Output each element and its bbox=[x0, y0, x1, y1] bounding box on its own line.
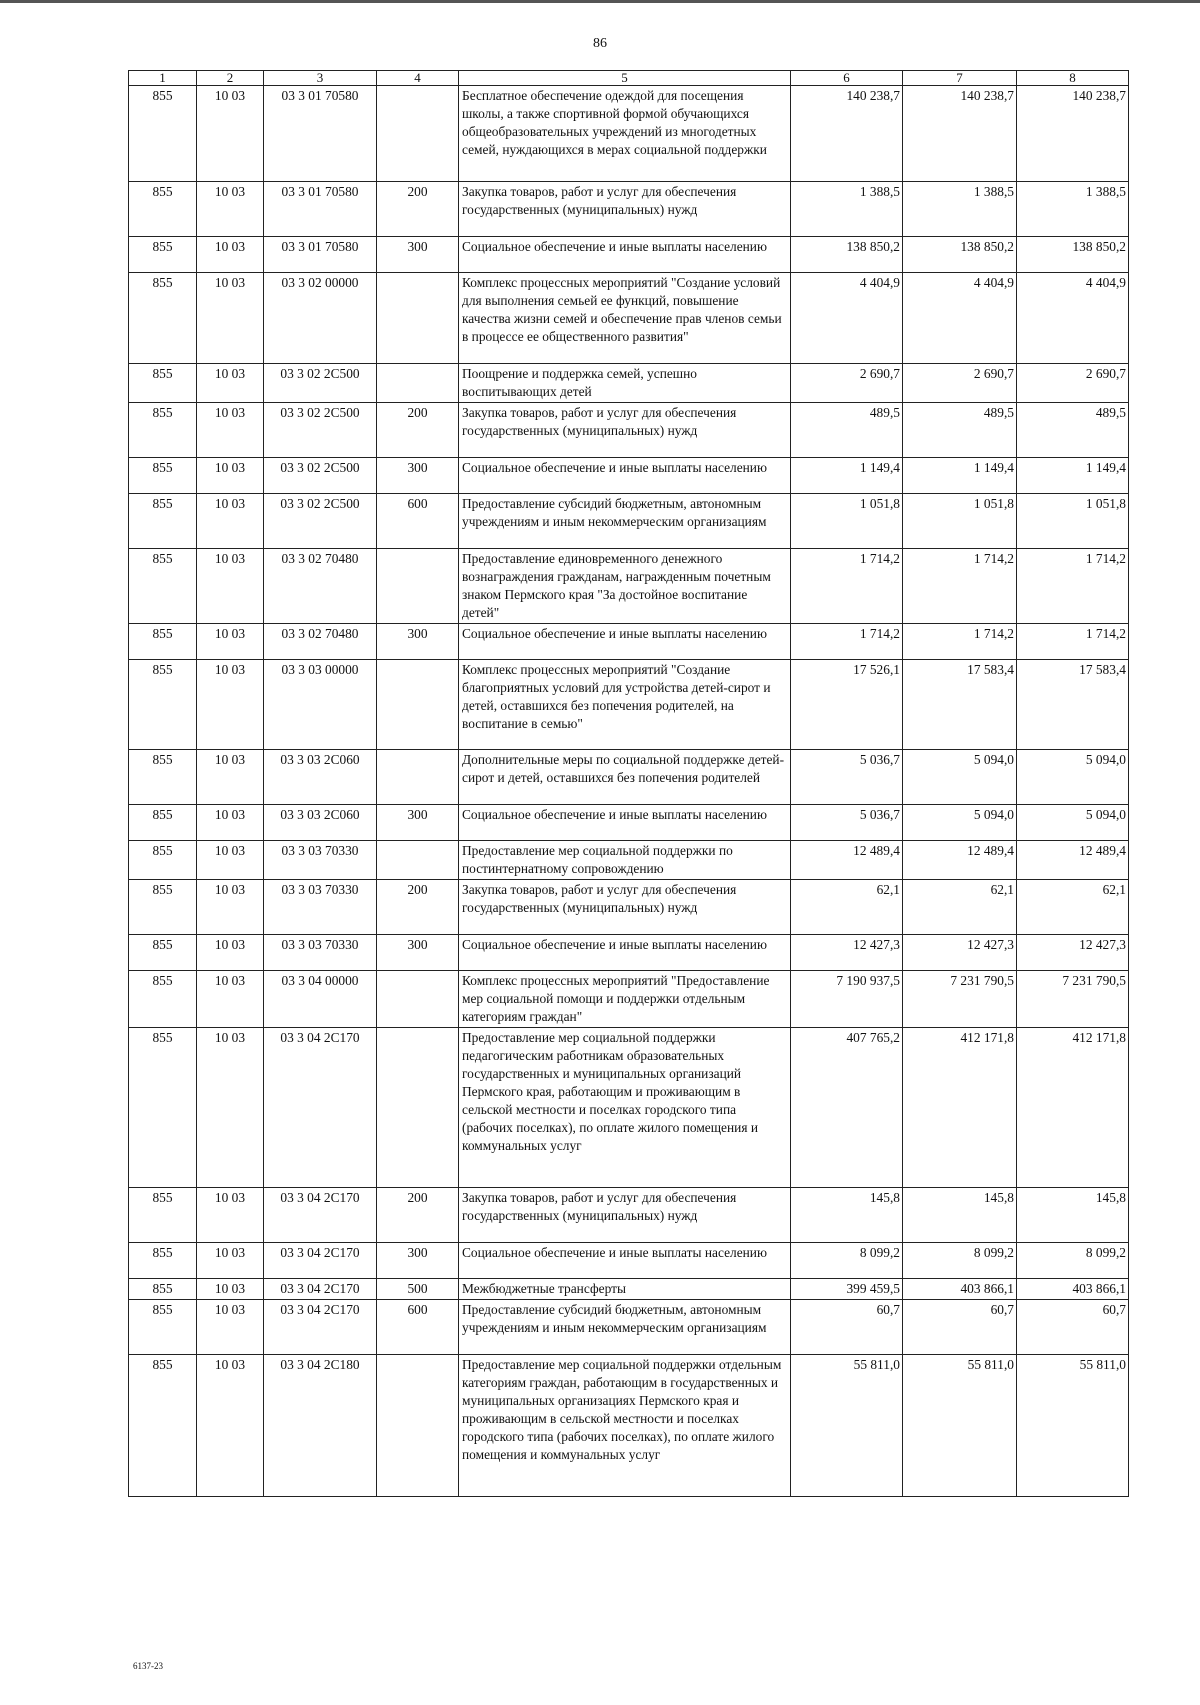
description-cell: Бесплатное обеспечение одеждой для посещения школы, а также спортивной формой обучающихся общеобразовательных учреждений из многодетных семей, нуждающихся в мерах социальной поддержки bbox=[459, 86, 791, 182]
section-code-cell: 10 03 bbox=[197, 1279, 264, 1300]
target-article-code-cell: 03 3 03 00000 bbox=[264, 660, 377, 750]
section-code-cell: 10 03 bbox=[197, 86, 264, 182]
amount-year-3-cell: 138 850,2 bbox=[1017, 237, 1129, 273]
table-row bbox=[129, 660, 1129, 750]
expense-type-code-cell: 300 bbox=[377, 805, 459, 841]
amount-year-2-cell: 12 427,3 bbox=[903, 935, 1017, 971]
target-article-code-cell: 03 3 03 70330 bbox=[264, 880, 377, 935]
target-article-code-cell: 03 3 01 70580 bbox=[264, 237, 377, 273]
table-body bbox=[129, 86, 1129, 1497]
amount-year-1-cell: 1 714,2 bbox=[791, 624, 903, 660]
section-code-cell: 10 03 bbox=[197, 880, 264, 935]
description-cell: Комплекс процессных мероприятий "Создание условий для выполнения семьей ее функций, повышение качества жизни семей и обеспечение прав членов семьи в процессе ее общественного развития" bbox=[459, 273, 791, 364]
amount-year-3-cell: 17 583,4 bbox=[1017, 660, 1129, 750]
amount-year-3-cell: 403 866,1 bbox=[1017, 1279, 1129, 1300]
section-code-cell: 10 03 bbox=[197, 1355, 264, 1497]
target-article-code-cell: 03 3 02 2C500 bbox=[264, 403, 377, 458]
expense-type-code-cell: 300 bbox=[377, 1243, 459, 1279]
table-row bbox=[129, 364, 1129, 403]
amount-year-1-cell: 407 765,2 bbox=[791, 1028, 903, 1188]
amount-year-1-cell: 12 489,4 bbox=[791, 841, 903, 880]
target-article-code-cell: 03 3 04 2C180 bbox=[264, 1355, 377, 1497]
target-article-code-cell: 03 3 01 70580 bbox=[264, 86, 377, 182]
amount-year-2-cell: 62,1 bbox=[903, 880, 1017, 935]
amount-year-2-cell: 55 811,0 bbox=[903, 1355, 1017, 1497]
table-row bbox=[129, 971, 1129, 1028]
description-cell: Комплекс процессных мероприятий "Создание благоприятных условий для устройства детей-сирот и детей, оставшихся без попечения родителей, на воспитание в семью" bbox=[459, 660, 791, 750]
amount-year-3-cell: 1 051,8 bbox=[1017, 494, 1129, 549]
amount-year-2-cell: 12 489,4 bbox=[903, 841, 1017, 880]
amount-year-2-cell: 1 149,4 bbox=[903, 458, 1017, 494]
target-article-code-cell: 03 3 03 70330 bbox=[264, 841, 377, 880]
ministry-code-cell: 855 bbox=[129, 403, 197, 458]
section-code-cell: 10 03 bbox=[197, 750, 264, 805]
amount-year-1-cell: 5 036,7 bbox=[791, 750, 903, 805]
ministry-code-cell: 855 bbox=[129, 880, 197, 935]
ministry-code-cell: 855 bbox=[129, 660, 197, 750]
ministry-code-cell: 855 bbox=[129, 1243, 197, 1279]
amount-year-1-cell: 12 427,3 bbox=[791, 935, 903, 971]
expense-type-code-cell: 300 bbox=[377, 237, 459, 273]
amount-year-3-cell: 145,8 bbox=[1017, 1188, 1129, 1243]
amount-year-1-cell: 140 238,7 bbox=[791, 86, 903, 182]
description-cell: Социальное обеспечение и иные выплаты населению bbox=[459, 458, 791, 494]
expense-type-code-cell: 600 bbox=[377, 494, 459, 549]
expense-type-code-cell bbox=[377, 86, 459, 182]
amount-year-1-cell: 1 388,5 bbox=[791, 182, 903, 237]
target-article-code-cell: 03 3 04 2C170 bbox=[264, 1188, 377, 1243]
amount-year-3-cell: 140 238,7 bbox=[1017, 86, 1129, 182]
column-header-1: 1 bbox=[129, 71, 197, 86]
expense-type-code-cell: 200 bbox=[377, 1188, 459, 1243]
amount-year-2-cell: 1 051,8 bbox=[903, 494, 1017, 549]
expense-type-code-cell: 200 bbox=[377, 880, 459, 935]
amount-year-2-cell: 60,7 bbox=[903, 1300, 1017, 1355]
amount-year-1-cell: 138 850,2 bbox=[791, 237, 903, 273]
amount-year-3-cell: 5 094,0 bbox=[1017, 750, 1129, 805]
amount-year-2-cell: 2 690,7 bbox=[903, 364, 1017, 403]
amount-year-1-cell: 8 099,2 bbox=[791, 1243, 903, 1279]
budget-table bbox=[128, 70, 1129, 1497]
amount-year-3-cell: 55 811,0 bbox=[1017, 1355, 1129, 1497]
amount-year-3-cell: 1 714,2 bbox=[1017, 549, 1129, 624]
target-article-code-cell: 03 3 02 70480 bbox=[264, 549, 377, 624]
description-cell: Предоставление мер социальной поддержки педагогическим работникам образовательных государственных и муниципальных организаций Пермского края, работающим и проживающим в сельской местности и поселках городского типа (рабочих поселках), по оплате жилого помещения и коммунальных услуг bbox=[459, 1028, 791, 1188]
ministry-code-cell: 855 bbox=[129, 750, 197, 805]
amount-year-2-cell: 403 866,1 bbox=[903, 1279, 1017, 1300]
section-code-cell: 10 03 bbox=[197, 182, 264, 237]
expense-type-code-cell bbox=[377, 971, 459, 1028]
description-cell: Социальное обеспечение и иные выплаты населению bbox=[459, 1243, 791, 1279]
amount-year-1-cell: 5 036,7 bbox=[791, 805, 903, 841]
budget-table-container bbox=[128, 70, 1128, 1497]
ministry-code-cell: 855 bbox=[129, 1355, 197, 1497]
table-row bbox=[129, 86, 1129, 182]
section-code-cell: 10 03 bbox=[197, 660, 264, 750]
amount-year-1-cell: 4 404,9 bbox=[791, 273, 903, 364]
amount-year-2-cell: 1 714,2 bbox=[903, 624, 1017, 660]
expense-type-code-cell: 600 bbox=[377, 1300, 459, 1355]
ministry-code-cell: 855 bbox=[129, 237, 197, 273]
amount-year-2-cell: 17 583,4 bbox=[903, 660, 1017, 750]
amount-year-3-cell: 12 427,3 bbox=[1017, 935, 1129, 971]
target-article-code-cell: 03 3 04 2C170 bbox=[264, 1279, 377, 1300]
table-row bbox=[129, 273, 1129, 364]
scan-edge bbox=[0, 0, 1200, 3]
column-header-6: 6 bbox=[791, 71, 903, 86]
section-code-cell: 10 03 bbox=[197, 1188, 264, 1243]
amount-year-3-cell: 1 149,4 bbox=[1017, 458, 1129, 494]
target-article-code-cell: 03 3 04 2C170 bbox=[264, 1300, 377, 1355]
section-code-cell: 10 03 bbox=[197, 549, 264, 624]
target-article-code-cell: 03 3 04 00000 bbox=[264, 971, 377, 1028]
column-header-2: 2 bbox=[197, 71, 264, 86]
table-row bbox=[129, 1279, 1129, 1300]
expense-type-code-cell: 200 bbox=[377, 182, 459, 237]
amount-year-3-cell: 60,7 bbox=[1017, 1300, 1129, 1355]
expense-type-code-cell: 500 bbox=[377, 1279, 459, 1300]
amount-year-1-cell: 1 149,4 bbox=[791, 458, 903, 494]
description-cell: Закупка товаров, работ и услуг для обеспечения государственных (муниципальных) нужд bbox=[459, 880, 791, 935]
section-code-cell: 10 03 bbox=[197, 364, 264, 403]
amount-year-2-cell: 5 094,0 bbox=[903, 750, 1017, 805]
section-code-cell: 10 03 bbox=[197, 1028, 264, 1188]
ministry-code-cell: 855 bbox=[129, 494, 197, 549]
amount-year-2-cell: 4 404,9 bbox=[903, 273, 1017, 364]
amount-year-3-cell: 5 094,0 bbox=[1017, 805, 1129, 841]
description-cell: Предоставление мер социальной поддержки по постинтернатному сопровождению bbox=[459, 841, 791, 880]
target-article-code-cell: 03 3 01 70580 bbox=[264, 182, 377, 237]
amount-year-1-cell: 17 526,1 bbox=[791, 660, 903, 750]
ministry-code-cell: 855 bbox=[129, 549, 197, 624]
amount-year-1-cell: 1 051,8 bbox=[791, 494, 903, 549]
column-header-5: 5 bbox=[459, 71, 791, 86]
ministry-code-cell: 855 bbox=[129, 273, 197, 364]
description-cell: Закупка товаров, работ и услуг для обеспечения государственных (муниципальных) нужд bbox=[459, 1188, 791, 1243]
amount-year-1-cell: 7 190 937,5 bbox=[791, 971, 903, 1028]
table-row bbox=[129, 458, 1129, 494]
description-cell: Социальное обеспечение и иные выплаты населению bbox=[459, 935, 791, 971]
section-code-cell: 10 03 bbox=[197, 841, 264, 880]
description-cell: Социальное обеспечение и иные выплаты населению bbox=[459, 624, 791, 660]
amount-year-1-cell: 145,8 bbox=[791, 1188, 903, 1243]
column-header-8: 8 bbox=[1017, 71, 1129, 86]
amount-year-1-cell: 399 459,5 bbox=[791, 1279, 903, 1300]
description-cell: Предоставление мер социальной поддержки отдельным категориям граждан, работающим в государственных и муниципальных организациях Пермского края и проживающим в сельской местности и поселках городского типа (рабочих поселках), по оплате жилого помещения и коммунальных услуг bbox=[459, 1355, 791, 1497]
description-cell: Дополнительные меры по социальной поддержке детей-сирот и детей, оставшихся без попечения родителей bbox=[459, 750, 791, 805]
table-row bbox=[129, 1300, 1129, 1355]
amount-year-2-cell: 412 171,8 bbox=[903, 1028, 1017, 1188]
description-cell: Комплекс процессных мероприятий "Предоставление мер социальной помощи и поддержки отдельным категориям граждан" bbox=[459, 971, 791, 1028]
target-article-code-cell: 03 3 02 2C500 bbox=[264, 494, 377, 549]
amount-year-2-cell: 5 094,0 bbox=[903, 805, 1017, 841]
amount-year-3-cell: 62,1 bbox=[1017, 880, 1129, 935]
amount-year-2-cell: 8 099,2 bbox=[903, 1243, 1017, 1279]
ministry-code-cell: 855 bbox=[129, 1300, 197, 1355]
section-code-cell: 10 03 bbox=[197, 805, 264, 841]
amount-year-1-cell: 2 690,7 bbox=[791, 364, 903, 403]
table-row bbox=[129, 237, 1129, 273]
description-cell: Закупка товаров, работ и услуг для обеспечения государственных (муниципальных) нужд bbox=[459, 403, 791, 458]
table-row bbox=[129, 1243, 1129, 1279]
amount-year-3-cell: 412 171,8 bbox=[1017, 1028, 1129, 1188]
table-row bbox=[129, 624, 1129, 660]
amount-year-3-cell: 12 489,4 bbox=[1017, 841, 1129, 880]
ministry-code-cell: 855 bbox=[129, 1028, 197, 1188]
amount-year-1-cell: 60,7 bbox=[791, 1300, 903, 1355]
target-article-code-cell: 03 3 02 70480 bbox=[264, 624, 377, 660]
amount-year-3-cell: 2 690,7 bbox=[1017, 364, 1129, 403]
ministry-code-cell: 855 bbox=[129, 1188, 197, 1243]
table-row bbox=[129, 403, 1129, 458]
description-cell: Закупка товаров, работ и услуг для обеспечения государственных (муниципальных) нужд bbox=[459, 182, 791, 237]
ministry-code-cell: 855 bbox=[129, 971, 197, 1028]
table-row bbox=[129, 935, 1129, 971]
section-code-cell: 10 03 bbox=[197, 971, 264, 1028]
amount-year-3-cell: 8 099,2 bbox=[1017, 1243, 1129, 1279]
description-cell: Социальное обеспечение и иные выплаты населению bbox=[459, 805, 791, 841]
amount-year-1-cell: 55 811,0 bbox=[791, 1355, 903, 1497]
expense-type-code-cell bbox=[377, 841, 459, 880]
amount-year-2-cell: 145,8 bbox=[903, 1188, 1017, 1243]
expense-type-code-cell bbox=[377, 1355, 459, 1497]
target-article-code-cell: 03 3 02 2C500 bbox=[264, 364, 377, 403]
expense-type-code-cell: 200 bbox=[377, 403, 459, 458]
section-code-cell: 10 03 bbox=[197, 624, 264, 660]
amount-year-3-cell: 7 231 790,5 bbox=[1017, 971, 1129, 1028]
expense-type-code-cell bbox=[377, 273, 459, 364]
expense-type-code-cell bbox=[377, 549, 459, 624]
amount-year-2-cell: 1 714,2 bbox=[903, 549, 1017, 624]
description-cell: Предоставление единовременного денежного вознаграждения гражданам, награжденным почетным знаком Пермского края "За достойное воспитание детей" bbox=[459, 549, 791, 624]
column-header-4: 4 bbox=[377, 71, 459, 86]
amount-year-2-cell: 1 388,5 bbox=[903, 182, 1017, 237]
section-code-cell: 10 03 bbox=[197, 403, 264, 458]
amount-year-1-cell: 489,5 bbox=[791, 403, 903, 458]
amount-year-1-cell: 1 714,2 bbox=[791, 549, 903, 624]
amount-year-3-cell: 1 714,2 bbox=[1017, 624, 1129, 660]
description-cell: Предоставление субсидий бюджетным, автономным учреждениям и иным некоммерческим организациям bbox=[459, 494, 791, 549]
target-article-code-cell: 03 3 02 2C500 bbox=[264, 458, 377, 494]
ministry-code-cell: 855 bbox=[129, 1279, 197, 1300]
section-code-cell: 10 03 bbox=[197, 458, 264, 494]
table-row bbox=[129, 494, 1129, 549]
amount-year-3-cell: 489,5 bbox=[1017, 403, 1129, 458]
column-header-7: 7 bbox=[903, 71, 1017, 86]
expense-type-code-cell: 300 bbox=[377, 624, 459, 660]
ministry-code-cell: 855 bbox=[129, 935, 197, 971]
ministry-code-cell: 855 bbox=[129, 182, 197, 237]
amount-year-3-cell: 4 404,9 bbox=[1017, 273, 1129, 364]
expense-type-code-cell bbox=[377, 1028, 459, 1188]
column-number-row bbox=[129, 71, 1129, 86]
amount-year-2-cell: 140 238,7 bbox=[903, 86, 1017, 182]
target-article-code-cell: 03 3 04 2C170 bbox=[264, 1028, 377, 1188]
ministry-code-cell: 855 bbox=[129, 624, 197, 660]
expense-type-code-cell bbox=[377, 364, 459, 403]
page-number: 86 bbox=[593, 36, 607, 51]
description-cell: Социальное обеспечение и иные выплаты населению bbox=[459, 237, 791, 273]
target-article-code-cell: 03 3 03 2C060 bbox=[264, 750, 377, 805]
target-article-code-cell: 03 3 02 00000 bbox=[264, 273, 377, 364]
expense-type-code-cell: 300 bbox=[377, 935, 459, 971]
amount-year-2-cell: 489,5 bbox=[903, 403, 1017, 458]
target-article-code-cell: 03 3 04 2C170 bbox=[264, 1243, 377, 1279]
target-article-code-cell: 03 3 03 70330 bbox=[264, 935, 377, 971]
section-code-cell: 10 03 bbox=[197, 1300, 264, 1355]
table-row bbox=[129, 1355, 1129, 1497]
table-row bbox=[129, 880, 1129, 935]
ministry-code-cell: 855 bbox=[129, 458, 197, 494]
table-row bbox=[129, 805, 1129, 841]
column-header-3: 3 bbox=[264, 71, 377, 86]
ministry-code-cell: 855 bbox=[129, 86, 197, 182]
table-row bbox=[129, 1188, 1129, 1243]
target-article-code-cell: 03 3 03 2C060 bbox=[264, 805, 377, 841]
amount-year-1-cell: 62,1 bbox=[791, 880, 903, 935]
table-row bbox=[129, 549, 1129, 624]
table-row bbox=[129, 182, 1129, 237]
amount-year-2-cell: 138 850,2 bbox=[903, 237, 1017, 273]
amount-year-2-cell: 7 231 790,5 bbox=[903, 971, 1017, 1028]
ministry-code-cell: 855 bbox=[129, 805, 197, 841]
section-code-cell: 10 03 bbox=[197, 1243, 264, 1279]
description-cell: Межбюджетные трансферты bbox=[459, 1279, 791, 1300]
section-code-cell: 10 03 bbox=[197, 273, 264, 364]
expense-type-code-cell: 300 bbox=[377, 458, 459, 494]
description-cell: Поощрение и поддержка семей, успешно воспитывающих детей bbox=[459, 364, 791, 403]
document-code: 6137-23 bbox=[133, 1661, 163, 1671]
section-code-cell: 10 03 bbox=[197, 494, 264, 549]
table-row bbox=[129, 750, 1129, 805]
table-row bbox=[129, 841, 1129, 880]
expense-type-code-cell bbox=[377, 660, 459, 750]
ministry-code-cell: 855 bbox=[129, 364, 197, 403]
section-code-cell: 10 03 bbox=[197, 237, 264, 273]
section-code-cell: 10 03 bbox=[197, 935, 264, 971]
description-cell: Предоставление субсидий бюджетным, автономным учреждениям и иным некоммерческим организациям bbox=[459, 1300, 791, 1355]
expense-type-code-cell bbox=[377, 750, 459, 805]
ministry-code-cell: 855 bbox=[129, 841, 197, 880]
amount-year-3-cell: 1 388,5 bbox=[1017, 182, 1129, 237]
table-row bbox=[129, 1028, 1129, 1188]
